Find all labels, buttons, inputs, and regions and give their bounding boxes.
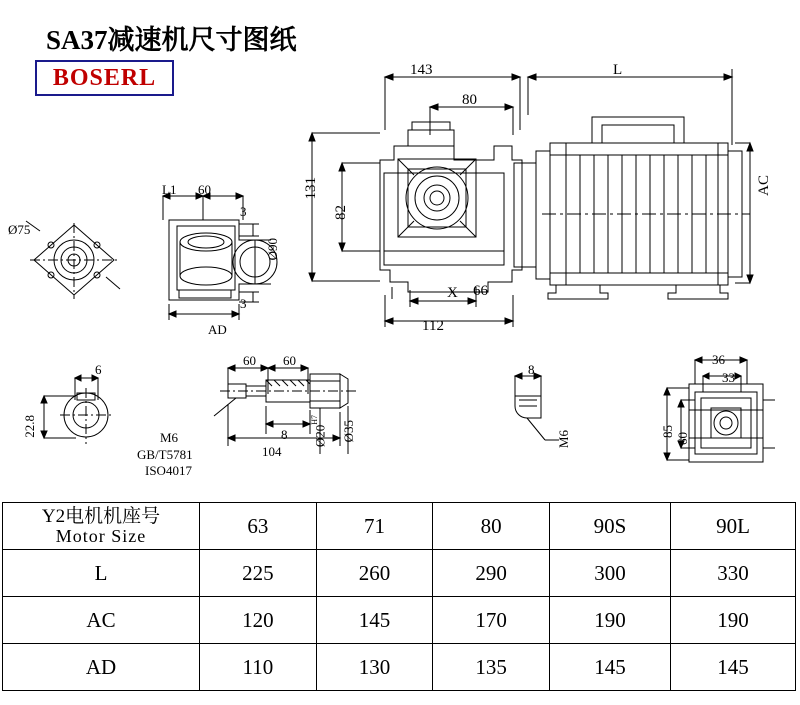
diamond-flange-view xyxy=(18,215,133,305)
dim-66: 66 xyxy=(473,283,488,299)
cell-AC-80: 170 xyxy=(433,597,550,644)
dim-22-8: 22.8 xyxy=(22,415,37,438)
row-label-AD: AD xyxy=(3,644,200,691)
dim-d75: Ø75 xyxy=(8,222,31,237)
dim-AC: AC xyxy=(756,175,772,196)
motor-size-table xyxy=(2,502,796,691)
label-gb-t5781: GB/T5781 xyxy=(137,447,193,462)
dim-60-b: 60 xyxy=(283,353,296,368)
cell-L-90S: 300 xyxy=(550,550,671,597)
dim-80: 80 xyxy=(462,92,477,108)
cell-L-90L: 330 xyxy=(670,550,795,597)
dim-d90: Ø90 xyxy=(265,238,280,261)
page-title: SA37减速机尺寸图纸 xyxy=(46,25,297,55)
cell-AD-71: 130 xyxy=(316,644,433,691)
main-assembly-drawing xyxy=(280,55,795,345)
cell-AC-63: 120 xyxy=(200,597,317,644)
dim-131: 131 xyxy=(303,177,319,200)
label-m6-bolt: M6 xyxy=(160,430,179,445)
table-header-size-4: 90L xyxy=(670,503,795,550)
table-row xyxy=(3,597,796,644)
dim-X: X xyxy=(447,285,458,301)
shaft-assembly-view xyxy=(200,350,380,480)
cell-AD-90S: 145 xyxy=(550,644,671,691)
cell-L-71: 260 xyxy=(316,550,433,597)
dim-d35: Ø35 xyxy=(341,420,356,443)
dim-L: L xyxy=(613,62,623,78)
dim-3-bottom: 3 xyxy=(240,296,247,311)
cell-AC-71: 145 xyxy=(316,597,433,644)
dim-112: 112 xyxy=(422,318,444,334)
dim-104: 104 xyxy=(262,444,282,459)
dim-85: 85 xyxy=(660,425,675,438)
brand-logo xyxy=(35,60,174,96)
cell-AC-90L: 190 xyxy=(670,597,795,644)
shaft-section-view xyxy=(30,360,140,470)
table-header-size-2: 80 xyxy=(433,503,550,550)
cell-L-63: 225 xyxy=(200,550,317,597)
table-header-row xyxy=(3,503,796,550)
dim-60-flange: 60 xyxy=(675,432,690,445)
dim-L1: L1 xyxy=(162,182,177,197)
dim-82: 82 xyxy=(333,205,349,220)
table-header-size-0: 63 xyxy=(200,503,317,550)
cell-AD-80: 135 xyxy=(433,644,550,691)
cell-AD-63: 110 xyxy=(200,644,317,691)
key-detail-view xyxy=(495,360,605,470)
label-iso4017: ISO4017 xyxy=(145,463,192,478)
table-header-label-cn: Y2电机机座号 xyxy=(41,505,161,527)
dim-33: 33 xyxy=(722,370,735,385)
dim-3-top: 3 xyxy=(240,204,247,219)
table-row xyxy=(3,550,796,597)
table-header-label xyxy=(3,503,200,550)
dim-60-a: 60 xyxy=(243,353,256,368)
table-header-size-3: 90S xyxy=(550,503,671,550)
label-m6-key: M6 xyxy=(556,430,571,449)
dim-6: 6 xyxy=(95,362,102,377)
dim-143: 143 xyxy=(410,62,433,78)
dim-8-shaft: 8 xyxy=(281,427,288,442)
table-header-size-1: 71 xyxy=(316,503,433,550)
cell-AD-90L: 145 xyxy=(670,644,795,691)
cell-AC-90S: 190 xyxy=(550,597,671,644)
table-header-label-en: Motor Size xyxy=(55,525,147,546)
row-label-AC: AC xyxy=(3,597,200,644)
dim-8-key: 8 xyxy=(528,362,535,377)
row-label-L: L xyxy=(3,550,200,597)
table-row xyxy=(3,644,796,691)
cell-L-80: 290 xyxy=(433,550,550,597)
brand-logo-text: BOSERL xyxy=(52,64,157,91)
dim-AD: AD xyxy=(208,322,227,337)
dim-60-left: 60 xyxy=(198,182,211,197)
dim-36: 36 xyxy=(712,352,725,367)
dim-d20h7: $Ø20^{H7}$ xyxy=(310,415,328,448)
